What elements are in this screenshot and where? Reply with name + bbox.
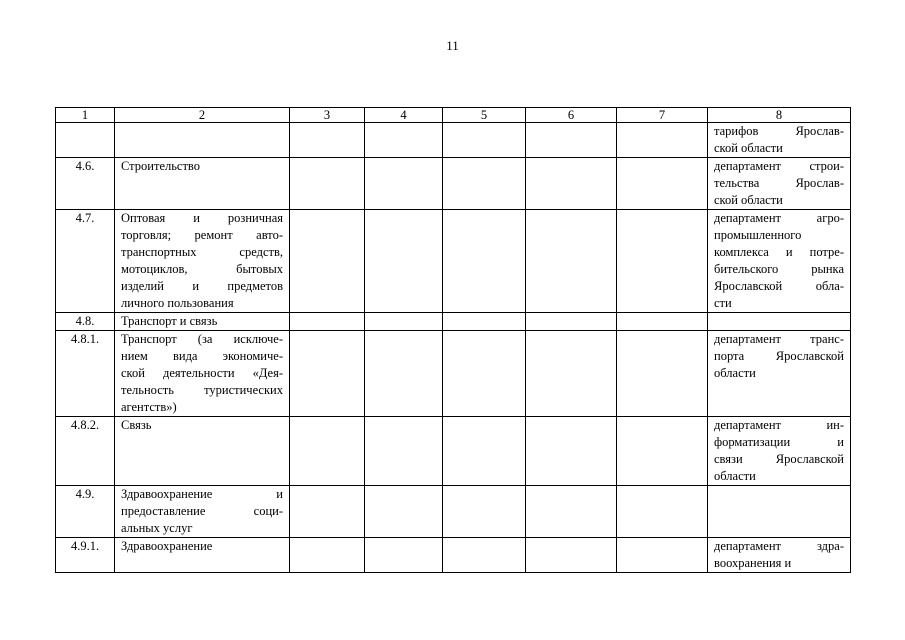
empty-cell	[443, 331, 526, 417]
column-header: 7	[617, 108, 708, 123]
activity-name-cell	[115, 313, 290, 331]
department-cell	[708, 331, 851, 417]
activity-name-cell	[115, 123, 290, 158]
activity-name-cell	[115, 486, 290, 538]
column-header: 4	[365, 108, 443, 123]
department-cell	[708, 313, 851, 331]
empty-cell	[443, 417, 526, 486]
text-line: Транспорт (за исключе-	[121, 332, 283, 346]
empty-cell	[526, 210, 617, 313]
empty-cell	[365, 331, 443, 417]
column-header: 2	[115, 108, 290, 123]
column-header: 5	[443, 108, 526, 123]
text-line: транспортных средств,	[121, 245, 283, 259]
department-cell	[708, 486, 851, 538]
text-line: департамент ин-	[714, 418, 844, 432]
empty-cell	[617, 210, 708, 313]
empty-cell	[617, 331, 708, 417]
empty-cell	[617, 123, 708, 158]
empty-cell	[290, 486, 365, 538]
table-row	[56, 313, 851, 331]
row-number-cell: 4.9.1.	[56, 538, 115, 573]
text-line: воохранения и	[714, 556, 792, 570]
text-line: департамент агро-	[714, 211, 844, 225]
text-line: Ярославской обла-	[714, 279, 844, 293]
text-line: предоставление соци-	[121, 504, 283, 518]
text-line: Транспорт и связь	[121, 314, 218, 328]
text-line: Оптовая и розничная	[121, 211, 283, 225]
department-cell	[708, 123, 851, 158]
empty-cell	[443, 210, 526, 313]
table-row	[56, 538, 851, 573]
empty-cell	[526, 486, 617, 538]
text-line: изделий и предметов	[121, 279, 283, 293]
data-table	[55, 107, 851, 573]
table-row	[56, 158, 851, 210]
empty-cell	[365, 538, 443, 573]
empty-cell	[290, 538, 365, 573]
empty-cell	[290, 313, 365, 331]
text-line: ской области	[714, 141, 783, 155]
empty-cell	[617, 313, 708, 331]
row-number-cell: 4.8.2.	[56, 417, 115, 486]
text-line: агентств»)	[121, 400, 177, 414]
table-row	[56, 210, 851, 313]
activity-name-cell	[115, 210, 290, 313]
activity-name-cell	[115, 158, 290, 210]
empty-cell	[617, 486, 708, 538]
text-line: Здравоохранение и	[121, 487, 283, 501]
empty-cell	[365, 158, 443, 210]
row-number-cell: 4.6.	[56, 158, 115, 210]
department-cell	[708, 417, 851, 486]
column-header: 1	[56, 108, 115, 123]
empty-cell	[526, 313, 617, 331]
empty-cell	[526, 331, 617, 417]
empty-cell	[290, 123, 365, 158]
text-line: Связь	[121, 418, 152, 432]
text-line: форматизации и	[714, 435, 844, 449]
empty-cell	[443, 123, 526, 158]
text-line: Строительство	[121, 159, 201, 173]
empty-cell	[365, 486, 443, 538]
header-row	[56, 108, 851, 123]
text-line: департамент транс-	[714, 332, 844, 346]
text-line: комплекса и потре-	[714, 245, 844, 259]
empty-cell	[443, 538, 526, 573]
activity-name-cell	[115, 417, 290, 486]
empty-cell	[365, 123, 443, 158]
text-line: ской области	[714, 193, 783, 207]
row-number-cell: 4.8.1.	[56, 331, 115, 417]
text-line: порта Ярославской	[714, 349, 844, 363]
text-line: области	[714, 469, 756, 483]
department-cell	[708, 158, 851, 210]
text-line: мотоциклов, бытовых	[121, 262, 283, 276]
page-number: 11	[446, 38, 459, 53]
department-cell	[708, 210, 851, 313]
column-header: 3	[290, 108, 365, 123]
table-row	[56, 123, 851, 158]
activity-name-cell	[115, 538, 290, 573]
empty-cell	[365, 210, 443, 313]
table-body	[56, 123, 851, 573]
text-line: ской деятельности «Дея-	[121, 366, 283, 380]
row-number-cell: 4.7.	[56, 210, 115, 313]
text-line: департамент строи-	[714, 159, 844, 173]
text-line: промышленного	[714, 228, 802, 242]
department-cell	[708, 538, 851, 573]
empty-cell	[526, 417, 617, 486]
empty-cell	[526, 538, 617, 573]
text-line: тельность туристических	[121, 383, 283, 397]
text-line: Здравоохранение	[121, 539, 213, 553]
text-line: торговля; ремонт авто-	[121, 228, 283, 242]
text-line: сти	[714, 296, 732, 310]
empty-cell	[365, 313, 443, 331]
text-line: области	[714, 366, 756, 380]
table-row	[56, 417, 851, 486]
text-line: связи Ярославской	[714, 452, 844, 466]
empty-cell	[526, 158, 617, 210]
empty-cell	[290, 210, 365, 313]
table-row	[56, 331, 851, 417]
empty-cell	[617, 417, 708, 486]
empty-cell	[290, 417, 365, 486]
empty-cell	[443, 158, 526, 210]
text-line: тельства Ярослав-	[714, 176, 844, 190]
row-number-cell: 4.9.	[56, 486, 115, 538]
table-row	[56, 486, 851, 538]
empty-cell	[290, 158, 365, 210]
empty-cell	[365, 417, 443, 486]
text-line: личного пользования	[121, 296, 234, 310]
column-header: 8	[708, 108, 851, 123]
empty-cell	[443, 486, 526, 538]
column-header: 6	[526, 108, 617, 123]
row-number-cell: 4.8.	[56, 313, 115, 331]
empty-cell	[617, 158, 708, 210]
text-line: департамент здра-	[714, 539, 844, 553]
text-line: бительского рынка	[714, 262, 844, 276]
activity-name-cell	[115, 331, 290, 417]
text-line: альных услуг	[121, 521, 193, 535]
text-line: нием вида экономиче-	[121, 349, 283, 363]
empty-cell	[526, 123, 617, 158]
empty-cell	[290, 331, 365, 417]
empty-cell	[443, 313, 526, 331]
empty-cell	[617, 538, 708, 573]
text-line: тарифов Ярослав-	[714, 124, 844, 138]
row-number-cell	[56, 123, 115, 158]
